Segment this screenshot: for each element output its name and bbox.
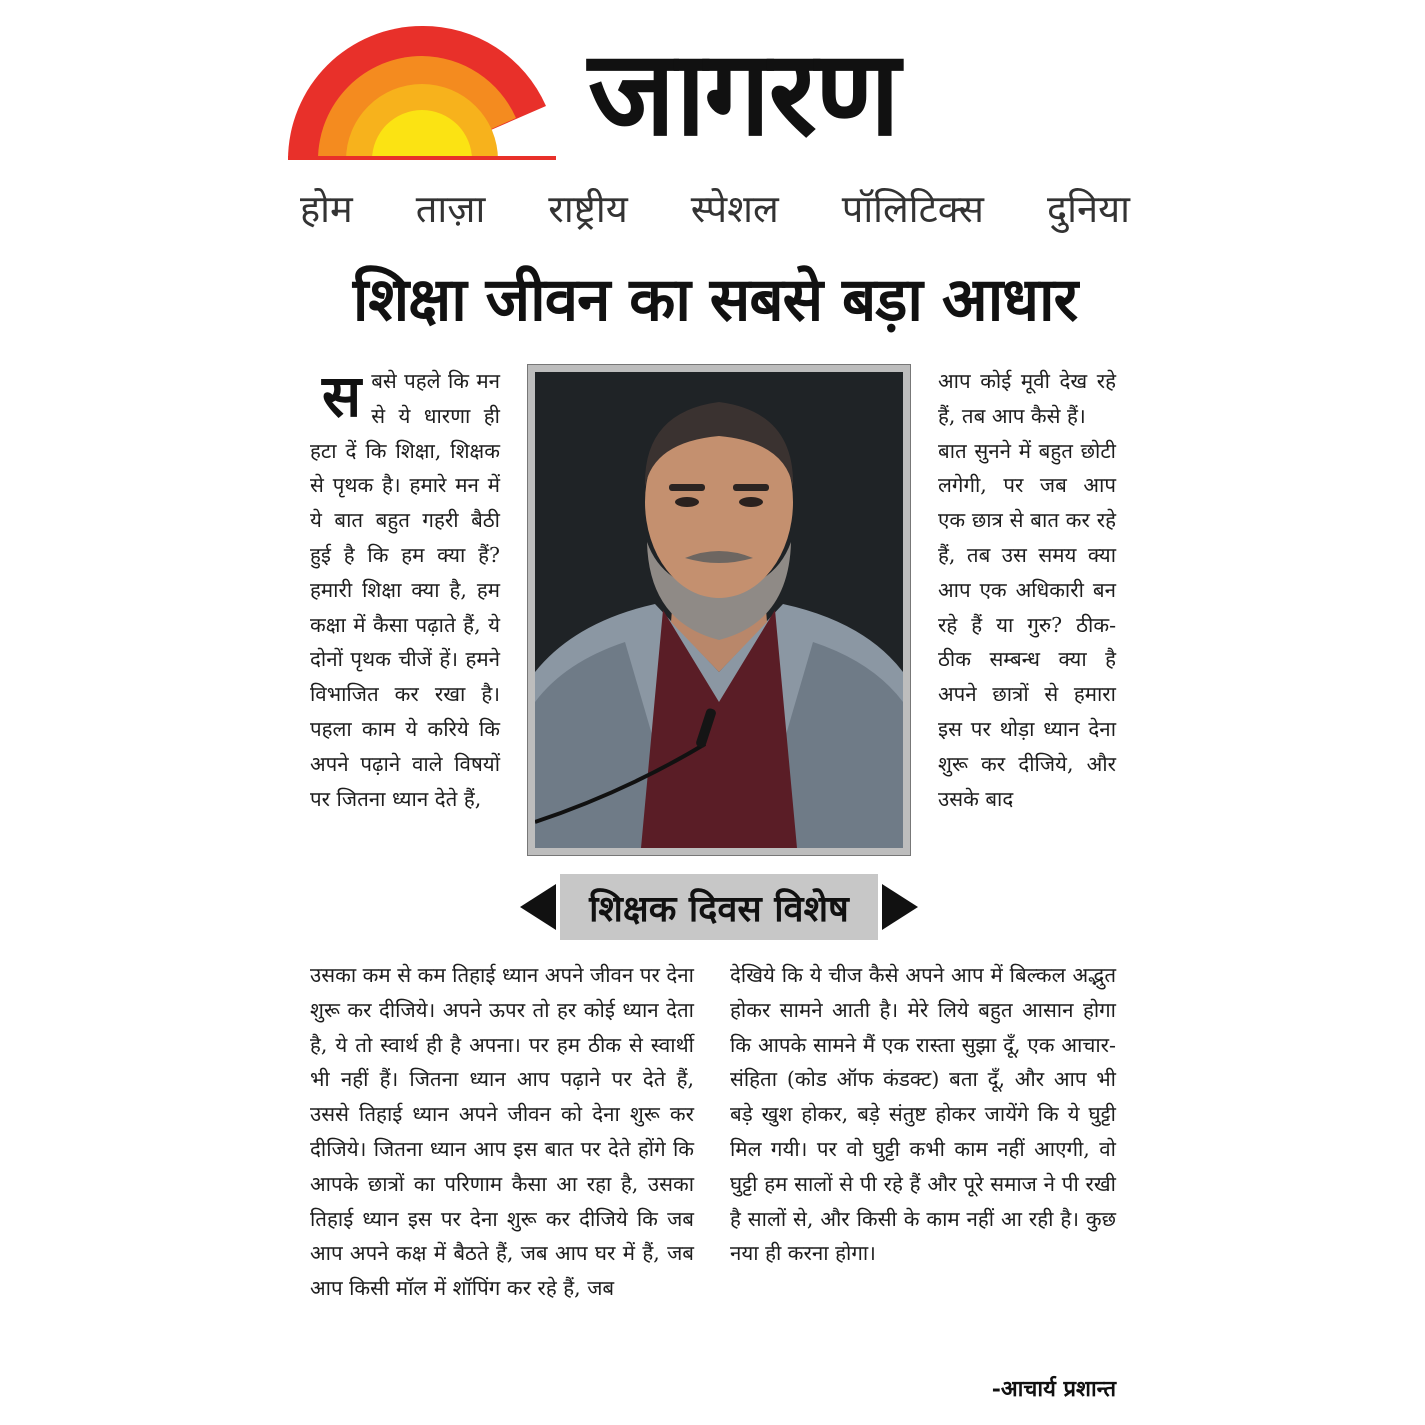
article-paragraph: उसका कम से कम तिहाई ध्यान अपने जीवन पर देना शुरू कर दीजिये। अपने ऊपर तो हर कोई ध्यान देता है, ये तो स्वार्थ ही है अपना। पर हम ठीक से स्वार्थी भी नहीं हैं। जितना ध्यान आप पढ़ाने पर देते हैं, उससे तिहाई ध्यान अपने जीवन को देना शुरू कर दीजिये। जितना ध्यान आप इस बात पर देते होंगे कि आपके छात्रों का परिणाम कैसा आ रहा है, उसका तिहाई ध्यान इस पर देना शुरू कर दीजिये कि जब आप अपने कक्ष में बैठते हैं, जब आप घर में हैं, जब आप किसी मॉल में शॉपिंग कर रहे हैं, जब [310, 963, 694, 1301]
article-column-right-bottom [730, 958, 1116, 1271]
nav-item-national[interactable]: राष्ट्रीय [548, 187, 628, 231]
article-headline: शिक्षा जीवन का सबसे बड़ा आधार [352, 265, 1078, 335]
speaker-portrait-icon [535, 372, 903, 848]
nav-item-politics[interactable]: पॉलिटिक्स [841, 187, 984, 231]
article-paragraph: बसे पहले कि मन से ये धारणा ही हटा दें कि शिक्षा, शिक्षक से पृथक है। हमारे मन में ये बात बहुत गहरी बैठी हुई है कि हम क्या हैं? हमारी शिक्षा क्या है, हम कक्षा में कैसा पढ़ाते हैं, ये दोनों पृथक चीजें हें। हमने विभाजित कर रखा है। पहला काम ये करिये कि अपने पढ़ाने वाले विषयों पर जितना ध्यान देते हैं, [310, 369, 500, 811]
article-column-left-bottom [310, 958, 694, 1306]
author-photo-frame [527, 364, 911, 856]
article-column-right-top [938, 364, 1116, 816]
article-paragraph: आप कोई मूवी देख रहे हैं, तब आप कैसे हैं। [938, 369, 1116, 428]
article-paragraph: बात सुनने में बहुत छोटी लगेगी, पर जब आप एक छात्र से बात कर रहे हैं, तब उस समय क्या आप एक अधिकारी बन रहे हैं या गुरु? ठीक-ठीक सम्बन्ध क्या है अपने छात्रों से हमारा इस पर थोड़ा ध्यान देना शुरू कर दीजिये, और उसके बाद [938, 438, 1116, 811]
banner-arrow-left-icon [520, 884, 556, 930]
author-photo [535, 372, 903, 848]
main-nav [300, 180, 1130, 236]
sun-logo-icon [288, 22, 556, 160]
article-column-left-top [310, 364, 500, 816]
nav-item-latest[interactable]: ताज़ा [415, 187, 486, 231]
nav-item-world[interactable]: दुनिया [1046, 187, 1130, 231]
banner-arrow-right-icon [882, 884, 918, 930]
nav-item-special[interactable]: स्पेशल [690, 187, 779, 231]
logo-baseline [288, 156, 556, 160]
article-paragraph: देखिये कि ये चीज कैसे अपने आप में बिल्कल अद्भुत होकर सामने आती है। मेरे लिये बहुत आसान होगा कि आपके सामने मैं एक रास्ता सुझा दूँ, एक आचार-संहिता (कोड ऑफ कंडक्ट) बता दूँ, और आप भी बड़े खुश होकर, बड़े संतुष्ट होकर जायेंगे कि ये घुट्टी मिल गयी। पर वो घुट्टी कभी काम नहीं आएगी, वो घुट्टी हम सालों से पी रहे हैं और पूरे समाज ने पी रखी है सालों से, और किसी के काम नहीं आ रही है। कुछ नया ही करना होगा। [730, 963, 1116, 1266]
brand-wordmark[interactable]: जागरण [588, 24, 899, 162]
banner-label: शिक्षक दिवस विशेष [560, 874, 878, 940]
nav-item-home[interactable]: होम [300, 187, 353, 231]
masthead [288, 22, 1118, 167]
author-signature: -आचार्य प्रशान्त [991, 1376, 1116, 1402]
drop-cap: स [322, 362, 362, 430]
section-banner [520, 874, 918, 940]
